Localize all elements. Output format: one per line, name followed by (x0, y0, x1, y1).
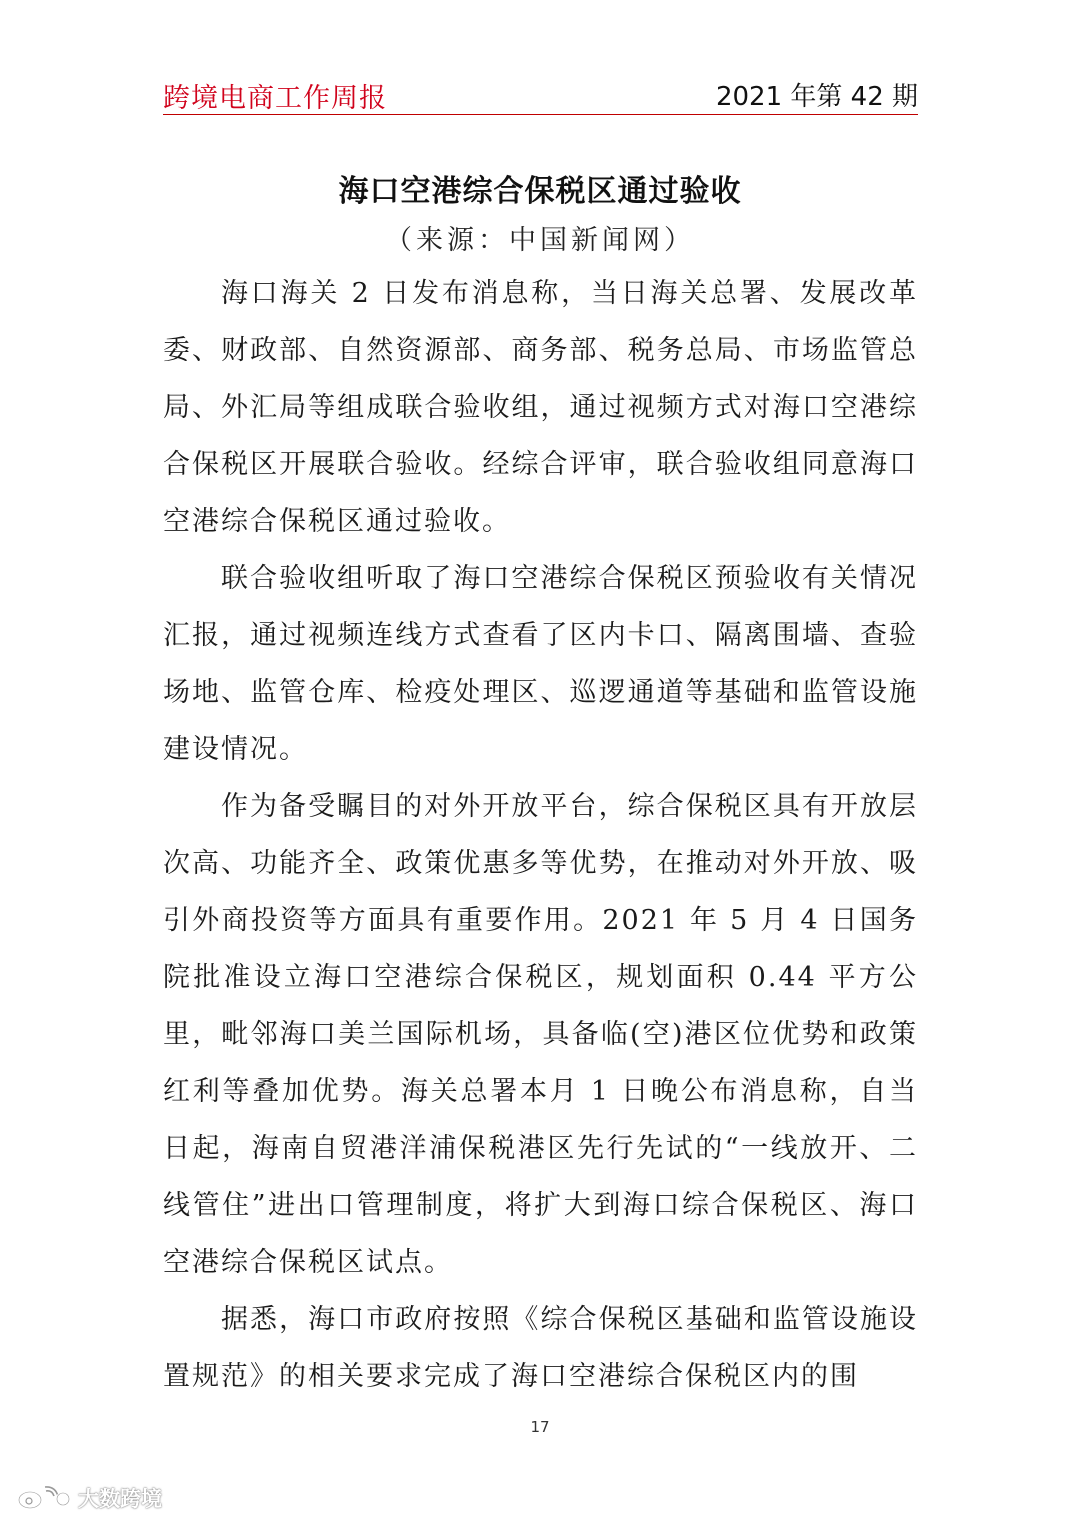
article-source: （来源：中国新闻网） (385, 225, 695, 256)
page-header (163, 74, 918, 115)
article-body (163, 265, 918, 1405)
paragraph: 据悉，海口市政府按照《综合保税区基础和监管设施设置规范》的相关要求完成了海口空港综合保税区内的围 (163, 1304, 918, 1392)
weibo-style-logo-icon (16, 1485, 72, 1511)
watermark-text: 大数跨境 (78, 1487, 162, 1511)
paragraph: 作为备受瞩目的对外开放平台，综合保税区具有开放层次高、功能齐全、政策优惠多等优势，在推动对外开放、吸引外商投资等方面具有重要作用。2021 年 5 月 4 日国务院批准设立海口空港综合保税区，规划面积 0.44 平方公里，毗邻海口美兰国际机场，具备临(空)港区位优势和政策红利等叠加优势。海关总署本月 1 日晚公布消息称，自当日起，海南自贸港洋浦保税港区先行先试的“一线放开、二线管住”进出口管理制度，将扩大到海口综合保税区、海口空港综合保税区试点。 (163, 791, 918, 1278)
watermark (16, 1483, 162, 1513)
issue-number: 2021 年第 42 期 (715, 82, 918, 112)
article-title: 海口空港综合保税区通过验收 (338, 174, 742, 209)
page-number: 17 (530, 1418, 550, 1436)
paragraph: 海口海关 2 日发布消息称，当日海关总署、发展改革委、财政部、自然资源部、商务部、税务总局、市场监管总局、外汇局等组成联合验收组，通过视频方式对海口空港综合保税区开展联合验收。经综合评审，联合验收组同意海口空港综合保税区通过验收。 (163, 278, 918, 537)
paragraph: 联合验收组听取了海口空港综合保税区预验收有关情况汇报，通过视频连线方式查看了区内卡口、隔离围墙、查验场地、监管仓库、检疫处理区、巡逻通道等基础和监管设施建设情况。 (163, 563, 918, 765)
publication-name: 跨境电商工作周报 (163, 83, 387, 114)
